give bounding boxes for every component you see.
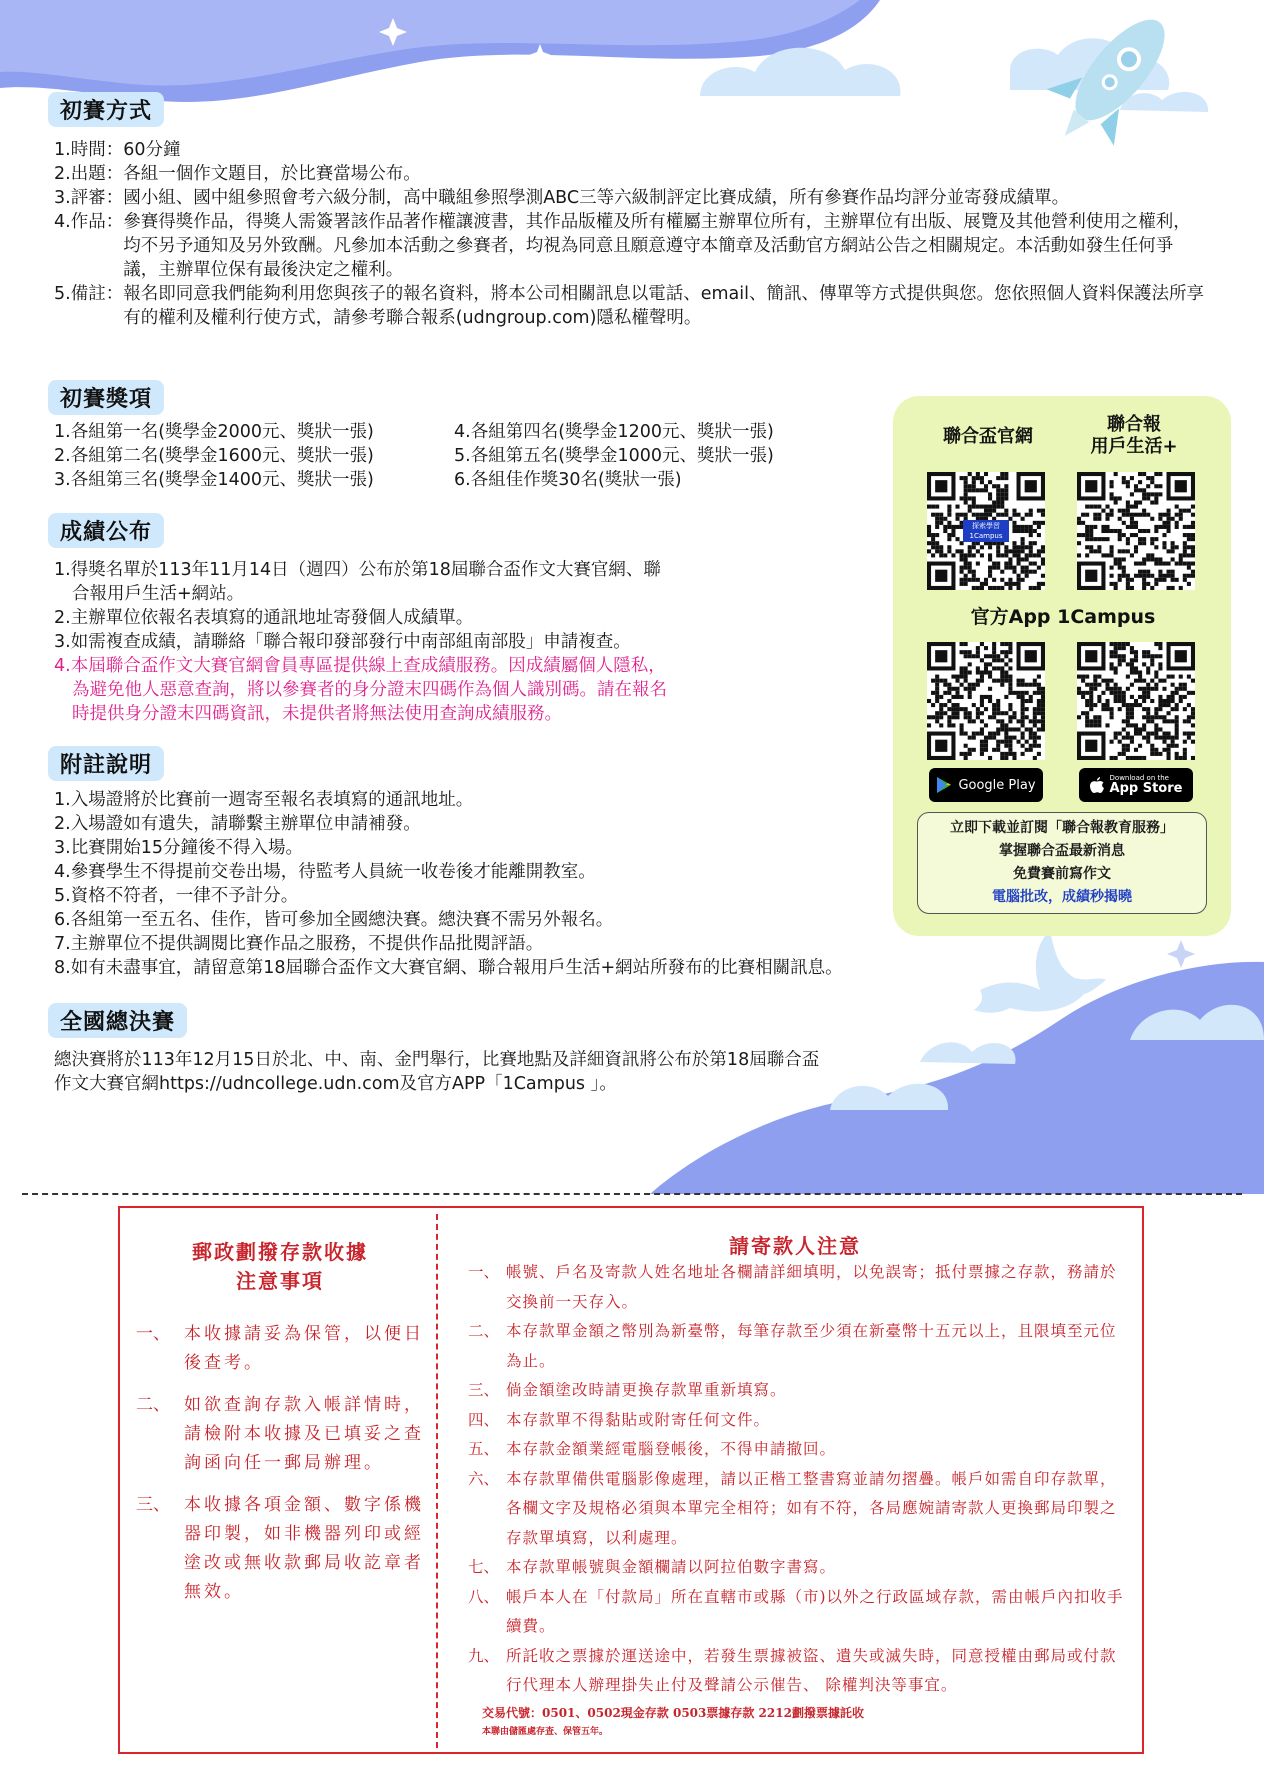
app-store-text xyxy=(1110,774,1183,796)
subscribe-line: 立即下載並訂閱「聯合報教育服務」 xyxy=(950,820,1174,836)
item-label: 3.評審： xyxy=(54,188,124,208)
item-text: 本存款單不得黏貼或附寄任何文件。 xyxy=(506,1410,771,1429)
note-item: 7.主辦單位不提供調閱比賽作品之服務，不提供作品批閱評語。 xyxy=(54,934,544,954)
item-text: 60分鐘 xyxy=(123,140,181,160)
qr-code-official-site[interactable] xyxy=(927,472,1045,590)
item-text: 本存款單備供電腦影像處理，請以正楷工整書寫並請勿摺疊。帳戶如需自印存款單，各欄文字及規格必須與本單完全相符；如有不符，各局應婉請寄款人更換郵局印製之存款單填寫，以利處理。 xyxy=(506,1469,1117,1547)
left-title-line1: 郵政劃撥存款收據 xyxy=(192,1240,368,1264)
google-play-button[interactable] xyxy=(929,768,1043,802)
award-item: 4.各組第四名(獎學金1200元、獎狀一張) xyxy=(454,422,774,442)
item-label: 1.時間： xyxy=(54,140,124,160)
qr-label-official-site: 聯合盃官網 xyxy=(943,426,1033,447)
right-notice-list xyxy=(468,1258,1128,1701)
results-item-highlight: 為避免他人惡意查詢，將以參賽者的身分證末四碼作為個人識別碼。請在報名 xyxy=(72,680,667,700)
transaction-codes: 交易代號：0501、0502現金存款 0503票據存款 2212劃撥票據託收 xyxy=(482,1706,864,1720)
qr-label-app: 官方App 1Campus xyxy=(970,606,1156,628)
awards-col-1 xyxy=(54,420,454,492)
item-number: 七、 xyxy=(468,1558,500,1576)
right-notice-item xyxy=(468,1553,1128,1583)
item-number: 八、 xyxy=(468,1587,500,1606)
list-item xyxy=(54,162,1204,186)
right-notice-item xyxy=(468,1317,1128,1376)
note-item: 2.入場證如有遺失，請聯繫主辦單位申請補發。 xyxy=(54,814,421,834)
storage-note: 本聯由儲匯處存查、保管五年。 xyxy=(482,1727,609,1737)
item-number: 三、 xyxy=(468,1381,500,1399)
item-text: 本收據各項金額、數字係機器印製，如非機器列印或經塗改或無收款郵局收訖章者無效。 xyxy=(184,1495,424,1602)
qr-center-text: 1Campus xyxy=(969,532,1003,540)
qr-label-udn xyxy=(1069,414,1199,458)
subscribe-info-box xyxy=(917,812,1207,914)
item-text: 倘金額塗改時請更換存款單重新填寫。 xyxy=(506,1381,787,1399)
item-text: 本存款單金額之幣別為新臺幣，每筆存款至少須在新臺幣十五元以上，且限填至元位為止。 xyxy=(506,1322,1117,1370)
finals-text xyxy=(54,1048,1014,1096)
notes-list xyxy=(54,788,1014,980)
results-item-highlight: 時提供身分證末四碼資訊，未提供者將無法使用查詢成績服務。 xyxy=(72,704,562,724)
item-number: 二、 xyxy=(468,1322,500,1340)
item-text: 帳號、戶名及寄款人姓名地址各欄請詳細填明，以免誤寄；抵付票據之存款，務請於交換前一天存入。 xyxy=(506,1263,1117,1311)
qr-label-udn-line1: 聯合報 xyxy=(1107,414,1161,435)
results-list xyxy=(54,558,884,726)
google-play-label: Google Play xyxy=(958,777,1036,793)
item-label: 5.備註： xyxy=(54,284,124,304)
list-item xyxy=(54,138,1204,162)
app-store-label: App Store xyxy=(1109,781,1183,796)
item-number: 五、 xyxy=(468,1440,500,1458)
item-text: 國小組、國中組參照會考六級分制，高中職組參照學測ABC三等六級制評定比賽成績，所有參賽作品均評分並寄發成績單。 xyxy=(123,188,1070,208)
right-notice-item xyxy=(468,1376,1128,1406)
qr-code-panel xyxy=(893,396,1231,936)
item-number: 一、 xyxy=(136,1324,170,1344)
award-item: 3.各組第三名(獎學金1400元、獎狀一張) xyxy=(54,470,374,490)
right-notice-item xyxy=(468,1583,1128,1642)
app-store-button[interactable] xyxy=(1079,768,1193,802)
note-item: 5.資格不符者，一律不予計分。 xyxy=(54,886,299,906)
left-notice-item xyxy=(136,1320,426,1378)
results-item: 1.得獎名單於113年11月14日（週四）公布於第18屆聯合盃作文大賽官網、聯 xyxy=(54,560,661,580)
qr-code-google-play[interactable] xyxy=(927,642,1045,760)
note-item: 4.參賽學生不得提前交卷出場，待監考人員統一收卷後才能離開教室。 xyxy=(54,862,596,882)
cut-line-divider xyxy=(22,1193,1242,1195)
right-notice-item xyxy=(468,1642,1128,1701)
item-number: 九、 xyxy=(468,1646,500,1665)
note-item: 3.比賽開始15分鐘後不得入場。 xyxy=(54,838,303,858)
subscribe-line: 掌握聯合盃最新消息 xyxy=(999,843,1125,859)
left-title-line2: 注意事項 xyxy=(236,1269,324,1293)
section-title-notes: 附註說明 xyxy=(48,746,164,781)
list-item xyxy=(54,210,1204,282)
results-item: 合報用戶生活+網站。 xyxy=(72,584,245,604)
qr-center-badge xyxy=(963,520,1009,542)
google-play-icon xyxy=(936,776,952,794)
note-item: 6.各組第一至五名、佳作，皆可參加全國總決賽。總決賽不需另外報名。 xyxy=(54,910,614,930)
apple-icon xyxy=(1090,777,1104,794)
item-number: 四、 xyxy=(468,1410,500,1429)
subscribe-line: 免費賽前寫作文 xyxy=(1013,866,1111,882)
left-notice-title xyxy=(130,1236,430,1294)
note-item: 1.入場證將於比賽前一週寄至報名表填寫的通訊地址。 xyxy=(54,790,474,810)
item-text: 報名即同意我們能夠利用您與孩子的報名資料，將本公司相關訊息以電話、email、簡訊、傳單等方式提供與您。您依照個人資料保護法所享有的權利及權利行使方式，請參考聯合報系(udngroup.com)隱私權聲明。 xyxy=(123,284,1204,328)
item-text: 所託收之票據於運送途中，若發生票據被盜、遺失或滅失時，同意授權由郵局或付款行代理本人辦理掛失止付及聲請公示催告、 除權判決等事宜。 xyxy=(506,1646,1117,1694)
left-notice-list xyxy=(136,1320,426,1607)
award-item: 1.各組第一名(獎學金2000元、獎狀一張) xyxy=(54,422,374,442)
finals-line: 作文大賽官網https://udncollege.udn.com及官方APP「1Campus 」。 xyxy=(54,1074,617,1094)
subscribe-line-highlight: 電腦批改，成績秒揭曉 xyxy=(992,889,1132,905)
item-text: 本存款單帳號與金額欄請以阿拉伯數字書寫。 xyxy=(506,1558,837,1576)
method-list xyxy=(54,138,1204,330)
section-title-awards: 初賽獎項 xyxy=(48,380,164,415)
qr-code-udn-life[interactable] xyxy=(1077,472,1195,590)
finals-line: 總決賽將於113年12月15日於北、中、南、金門舉行，比賽地點及詳細資訊將公布於第18屆聯合盃 xyxy=(54,1050,820,1070)
qr-center-text: 探索學習 xyxy=(972,522,1000,530)
list-item xyxy=(54,186,1206,210)
left-notice-item xyxy=(136,1391,426,1478)
item-number: 二、 xyxy=(136,1395,170,1415)
right-notice-item xyxy=(468,1465,1128,1554)
award-item: 5.各組第五名(獎學金1000元、獎狀一張) xyxy=(454,446,774,466)
section-title-results: 成績公布 xyxy=(48,513,164,548)
item-text: 參賽得獎作品，得獎人需簽署該作品著作權讓渡書，其作品版權及所有權屬主辦單位所有，主辦單位有出版、展覽及其他營利使用之權利，均不另予通知及另外致酬。凡參加本活動之參賽者，均視為同意且願意遵守本簡章及活動官方網站公告之相關規定。本活動如發生任何爭議，主辦單位保有最後決定之權利。 xyxy=(123,212,1191,280)
item-text: 如欲查詢存款入帳詳情時，請檢附本收據及已填妥之查詢函向任一郵局辦理。 xyxy=(184,1395,424,1473)
right-notice-title: 請寄款人注意 xyxy=(729,1234,861,1258)
award-item: 2.各組第二名(獎學金1600元、獎狀一張) xyxy=(54,446,374,466)
list-item xyxy=(54,282,1204,330)
award-item: 6.各組佳作獎30名(獎狀一張) xyxy=(454,470,682,490)
item-text: 本存款金額業經電腦登帳後，不得申請撤回。 xyxy=(506,1440,837,1458)
item-text: 帳戶本人在「付款局」所在直轄市或縣（市)以外之行政區域存款，需由帳戶內扣收手續費。 xyxy=(506,1587,1124,1635)
note-item: 8.如有未盡事宜，請留意第18屆聯合盃作文大賽官網、聯合報用戶生活+網站所發布的比賽相關訊息。 xyxy=(54,958,843,978)
app-store-small-label: Download on the xyxy=(1109,774,1169,782)
results-item: 3.如需複查成績，請聯絡「聯合報印發部發行中南部組南部股」申請複查。 xyxy=(54,632,631,652)
qr-code-app-store[interactable] xyxy=(1077,642,1195,760)
item-text: 各組一個作文題目，於比賽當場公布。 xyxy=(123,164,421,184)
right-notice-item xyxy=(468,1435,1128,1465)
notice-divider xyxy=(436,1214,438,1748)
item-number: 三、 xyxy=(136,1495,170,1515)
item-label: 4.作品： xyxy=(54,212,124,232)
results-item: 2.主辦單位依報名表填寫的通訊地址寄發個人成績單。 xyxy=(54,608,474,628)
qr-label-udn-line2: 用戶生活+ xyxy=(1090,436,1178,457)
item-number: 六、 xyxy=(468,1469,500,1488)
awards-col-2 xyxy=(454,420,854,492)
section-title-method: 初賽方式 xyxy=(48,92,164,127)
item-number: 一、 xyxy=(468,1263,500,1281)
results-item-highlight: 4.本屆聯合盃作文大賽官網會員專區提供線上查成績服務。因成績屬個人隱私， xyxy=(54,656,666,676)
right-notice-item xyxy=(468,1258,1128,1317)
item-text: 本收據請妥為保管，以便日後查考。 xyxy=(184,1324,424,1373)
section-title-finals: 全國總決賽 xyxy=(48,1003,187,1038)
postal-notice-box xyxy=(118,1206,1144,1754)
right-notice-item xyxy=(468,1406,1128,1436)
left-notice-item xyxy=(136,1491,426,1607)
item-label: 2.出題： xyxy=(54,164,124,184)
